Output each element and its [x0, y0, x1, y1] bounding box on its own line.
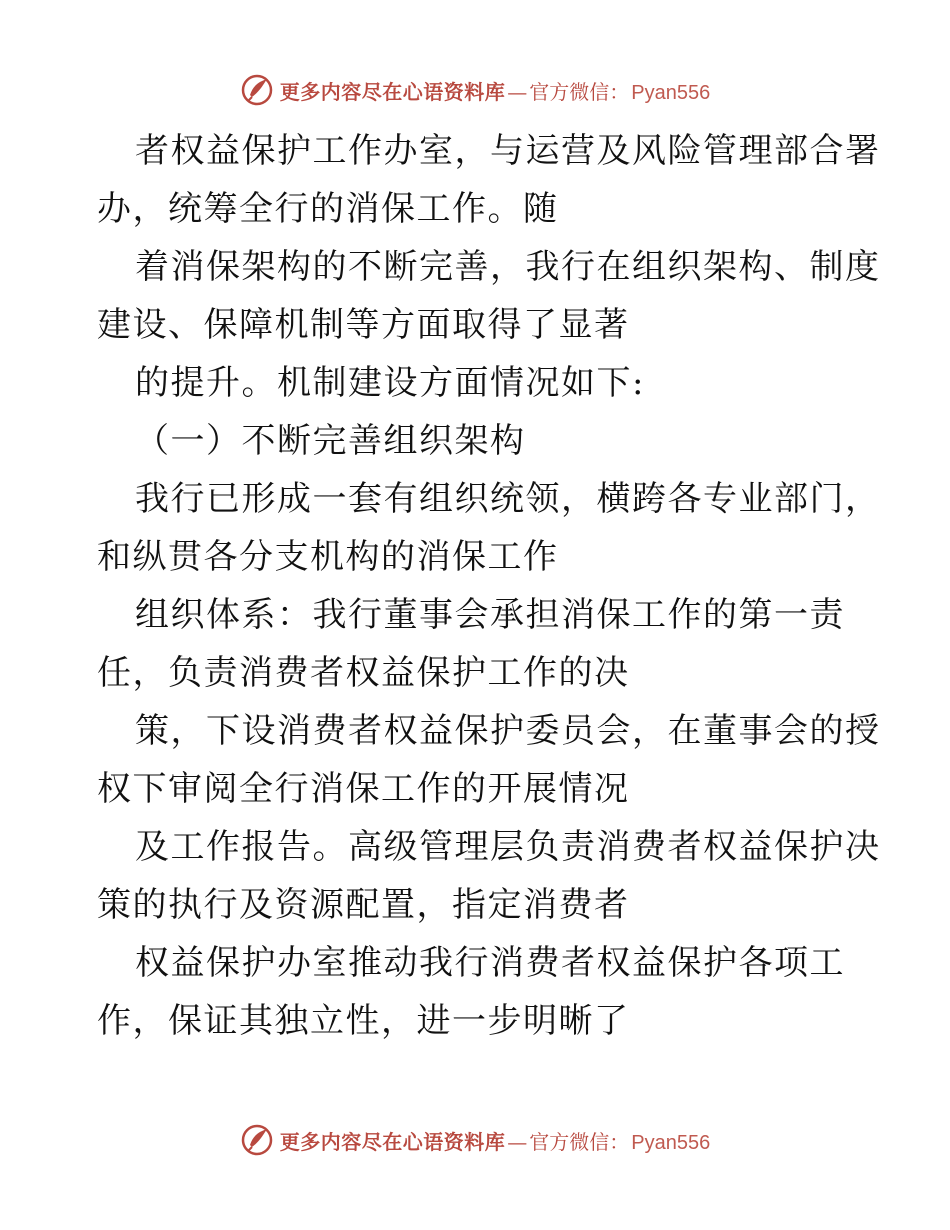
- brand-logo-icon: [240, 73, 274, 107]
- footer-banner-main: 更多内容尽在心语资料库: [279, 1129, 506, 1154]
- footer-banner-label: 官方微信：: [529, 1129, 630, 1154]
- text-line: 办，统筹全行的消保工作。随: [97, 189, 559, 229]
- text-line: 我行已形成一套有组织统领，横跨各专业部门，: [135, 479, 881, 519]
- header-banner-main: 更多内容尽在心语资料库: [279, 79, 506, 104]
- text-line: 的提升。机制建设方面情况如下:: [135, 363, 645, 403]
- brand-logo-icon: [240, 1123, 274, 1157]
- header-banner-dash: —: [507, 79, 528, 104]
- text-line: 和纵贯各分支机构的消保工作: [97, 537, 559, 577]
- header-banner-text: [280, 76, 710, 105]
- section-heading: （一）不断完善组织架构: [135, 421, 526, 461]
- text-line: 及工作报告。高级管理层负责消费者权益保护决: [135, 827, 881, 867]
- text-line: 权益保护办室推动我行消费者权益保护各项工: [135, 943, 845, 983]
- footer-banner: [0, 1120, 950, 1160]
- text-line: 策的执行及资源配置，指定消费者: [97, 885, 630, 925]
- text-line: 任，负责消费者权益保护工作的决: [97, 653, 630, 693]
- header-banner: [0, 70, 950, 110]
- text-line: 建设、保障机制等方面取得了显著: [97, 305, 630, 345]
- text-line: 着消保架构的不断完善，我行在组织架构、制度: [135, 247, 881, 287]
- footer-banner-dash: —: [507, 1129, 528, 1154]
- header-banner-label: 官方微信：: [529, 79, 630, 104]
- text-line: 作，保证其独立性，进一步明晰了: [97, 1001, 630, 1041]
- text-line: 者权益保护工作办室，与运营及风险管理部合署: [135, 131, 881, 171]
- text-line: 策，下设消费者权益保护委员会，在董事会的授: [135, 711, 881, 751]
- document-body: [97, 122, 881, 1050]
- footer-banner-id: Pyan556: [631, 1131, 711, 1154]
- footer-banner-text: [280, 1126, 710, 1155]
- header-banner-id: Pyan556: [631, 81, 711, 104]
- text-line: 组织体系：我行董事会承担消保工作的第一责: [135, 595, 845, 635]
- text-line: 权下审阅全行消保工作的开展情况: [97, 769, 630, 809]
